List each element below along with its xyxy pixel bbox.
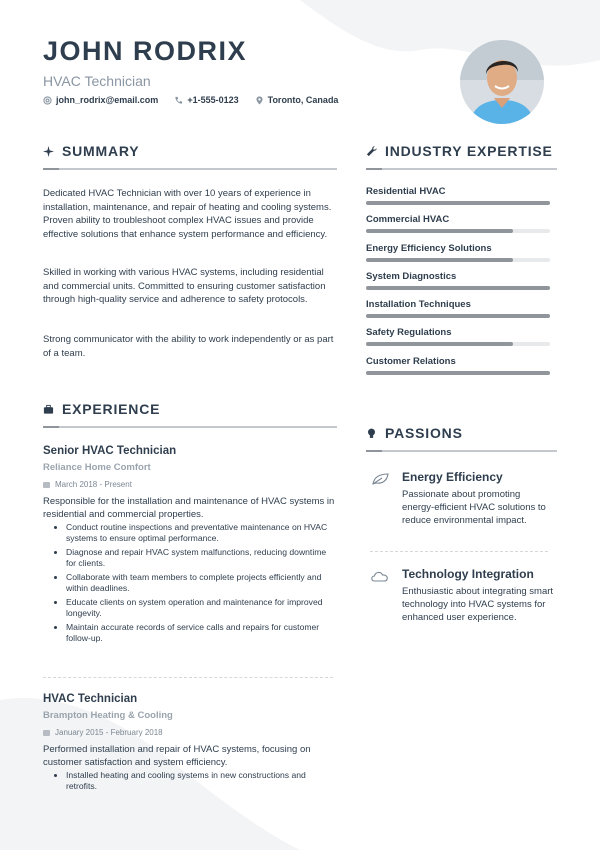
skill-bar (366, 371, 550, 375)
passion-description: Passionate about promoting energy-efficient HVAC solutions to reduce environmental impact. (402, 489, 546, 526)
skill-bar-fill (366, 229, 513, 233)
skill-bar-fill (366, 314, 550, 318)
expertise-divider (366, 168, 557, 170)
skill-bar (366, 229, 550, 233)
skill-bar-fill (366, 342, 513, 346)
calendar-icon (43, 730, 50, 736)
job-description: Performed installation and repair of HVAC systems, focusing on customer satisfaction and system efficiency. (43, 744, 311, 768)
skill-item (366, 271, 556, 299)
candidate-name: JOHN RODRIX (43, 36, 248, 66)
summary-paragraph-2: Skilled in working with various HVAC systems, including residential and commercial units. Committed to ensuring customer satisfaction through high-quality service and adherence to safety protocols. (43, 267, 326, 305)
summary-paragraph-3: Strong communicator with the ability to work independently or as part of a team. (43, 334, 334, 359)
phone-text: +1-555-0123 (187, 95, 239, 105)
passion-description: Enthusiastic about integrating smart technology into HVAC systems for enhanced user experience. (402, 586, 554, 623)
contact-email[interactable] (43, 95, 158, 105)
location-text: Toronto, Canada (267, 95, 339, 105)
skill-item (366, 214, 556, 242)
list-item: • Conduct routine inspections and preventative maintenance on HVAC systems to ensure optimal performance. (66, 522, 335, 544)
cloud-icon (370, 569, 390, 583)
skill-item (366, 327, 556, 355)
skills-list (366, 186, 556, 384)
skill-bar (366, 342, 550, 346)
contact-phone[interactable] (174, 95, 238, 105)
summary-divider (43, 168, 337, 170)
leaf-icon (370, 472, 390, 486)
skill-label: Customer Relations (366, 355, 456, 367)
skill-label: Installation Techniques (366, 299, 471, 311)
experience-heading: EXPERIENCE (43, 401, 160, 417)
passion-separator (370, 551, 548, 552)
skill-label: System Diagnostics (366, 270, 457, 282)
skill-label: Energy Efficiency Solutions (366, 242, 492, 254)
contact-info (43, 95, 338, 105)
passions-heading: PASSIONS (366, 425, 463, 441)
list-item: • Diagnose and repair HVAC system malfunctions, reducing downtime for clients. (66, 547, 335, 569)
list-item: • Installed heating and cooling systems in new constructions and retrofits. (66, 770, 335, 792)
job-bullets (43, 770, 335, 792)
skill-label: Residential HVAC (366, 186, 446, 197)
job-dates: March 2018 - Present (43, 480, 335, 489)
skill-item (366, 356, 556, 384)
skill-bar (366, 201, 550, 205)
skill-bar (366, 258, 550, 262)
job-dates: January 2015 - February 2018 (43, 728, 335, 737)
skill-item (366, 186, 556, 214)
company-name: Reliance Home Comfort (43, 462, 151, 473)
passion-item (370, 567, 555, 624)
expertise-heading: INDUSTRY EXPERTISE (366, 143, 553, 159)
passions-divider (366, 450, 557, 452)
skill-bar (366, 314, 550, 318)
summary-paragraph-1: Dedicated HVAC Technician with over 10 years of experience in installation, maintenance, and repair of heating and cooling systems. Proven ability to troubleshoot complex HVAC issues and provide effective solutions that enhance system performance and efficiency. (43, 188, 332, 240)
profile-photo (460, 40, 544, 124)
skill-bar-fill (366, 201, 550, 205)
at-icon (43, 96, 52, 105)
experience-entry (43, 693, 335, 795)
skill-label: Safety Regulations (366, 327, 452, 339)
job-title: Senior HVAC Technician (43, 445, 177, 457)
sparkle-icon (43, 146, 54, 157)
list-item: • Maintain accurate records of service calls and repairs for customer follow-up. (66, 622, 335, 644)
candidate-title: HVAC Technician (43, 73, 151, 89)
skill-bar-fill (366, 258, 513, 262)
skill-label: Commercial HVAC (366, 214, 450, 226)
job-description: Responsible for the installation and maintenance of HVAC systems in residential and commercial properties. (43, 496, 335, 520)
briefcase-icon (43, 404, 54, 415)
job-title: HVAC Technician (43, 693, 138, 705)
company-name: Brampton Heating & Cooling (43, 710, 173, 721)
experience-entry (43, 445, 335, 647)
passion-title: Technology Integration (402, 567, 534, 581)
skill-item (366, 243, 556, 271)
entry-separator (43, 677, 333, 678)
calendar-icon (43, 482, 50, 488)
skill-bar-fill (366, 371, 550, 375)
location-pin-icon (255, 96, 264, 105)
experience-divider (43, 426, 337, 428)
passion-title: Energy Efficiency (402, 470, 503, 484)
job-bullets (43, 522, 335, 644)
skill-bar (366, 286, 550, 290)
wrench-icon (366, 146, 377, 157)
list-item: • Collaborate with team members to complete projects efficiently and within deadlines. (66, 572, 335, 594)
skill-item (366, 299, 556, 327)
list-item: • Educate clients on system operation and maintenance for improved longevity. (66, 597, 335, 619)
email-text: john_rodrix@email.com (56, 95, 159, 105)
contact-location (255, 95, 339, 105)
summary-heading: SUMMARY (43, 143, 139, 159)
phone-icon (174, 96, 183, 105)
lightbulb-icon (366, 428, 377, 439)
skill-bar-fill (366, 286, 550, 290)
passion-item (370, 470, 555, 527)
